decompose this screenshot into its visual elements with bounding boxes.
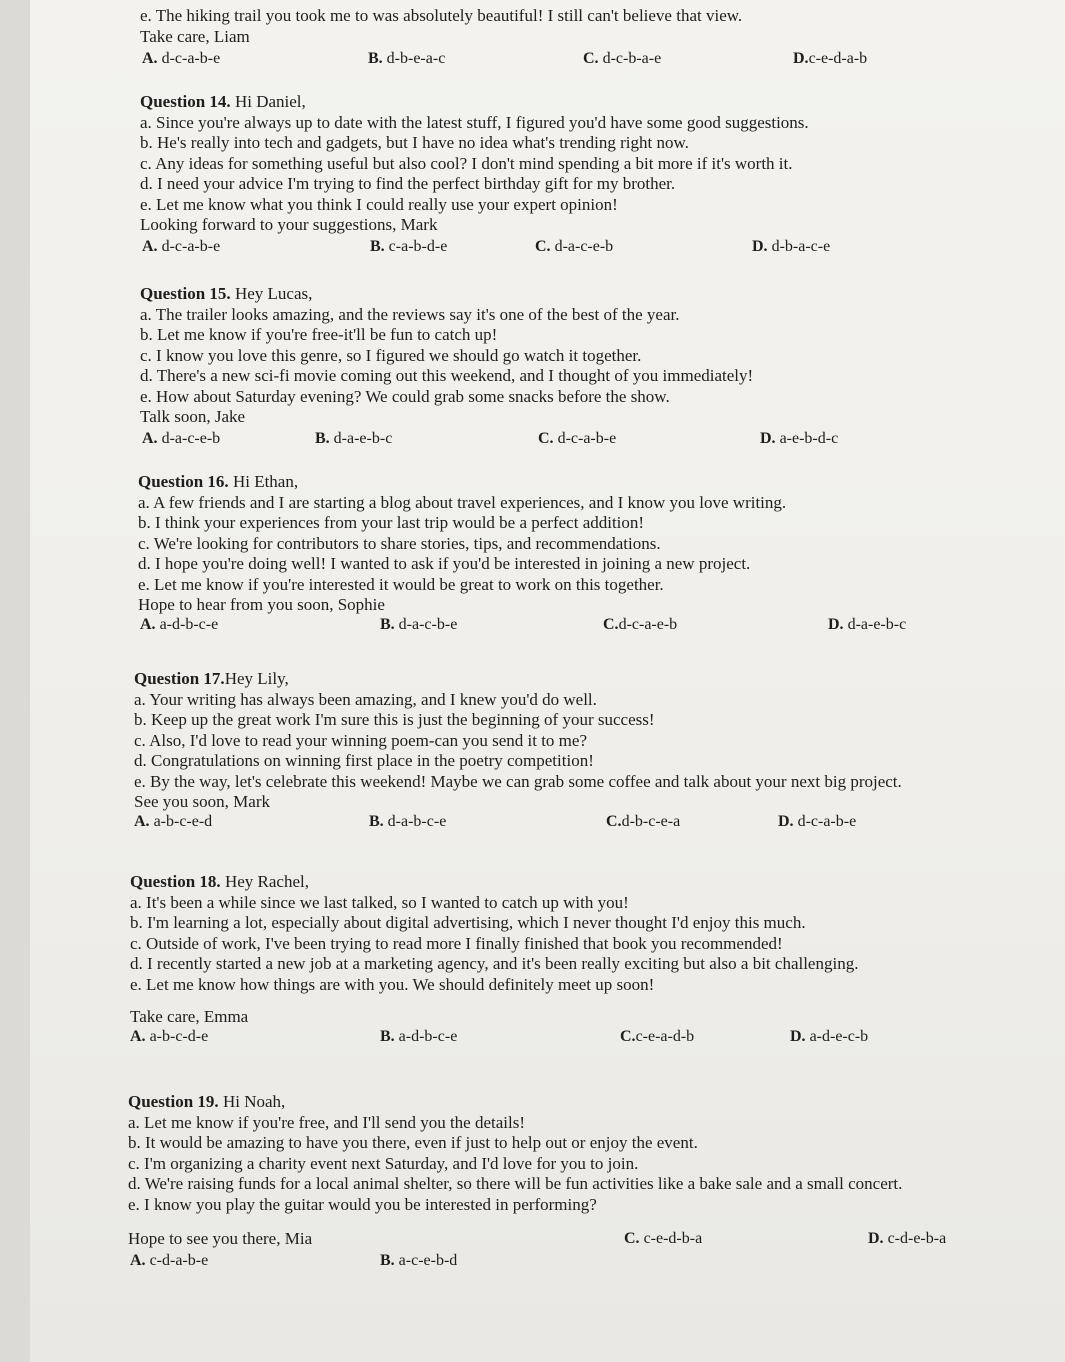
answer-options: [130, 1028, 1010, 1050]
question-16: [138, 472, 1018, 638]
option-letter: C.: [583, 50, 599, 67]
question-13-tail: [140, 6, 1020, 72]
sentence-b: b. Keep up the great work I'm sure this is just the beginning of your success!: [134, 710, 655, 729]
sentence-c: c. Outside of work, I've been trying to read more I finally finished that book you recommended!: [130, 933, 783, 953]
option-text: d-c-a-e-b: [618, 615, 678, 633]
sentence-a: a. The trailer looks amazing, and the reviews say it's one of the best of the year.: [140, 304, 680, 324]
option-letter: A.: [130, 1027, 146, 1045]
greeting: Hi Noah,: [222, 1092, 286, 1111]
option-c[interactable]: [538, 430, 616, 448]
sentence-e: e. Let me know what you think I could really use your expert opinion!: [140, 194, 618, 214]
greeting: Hey Lucas,: [234, 284, 313, 303]
option-text: c-d-a-b-e: [149, 1251, 209, 1269]
option-c[interactable]: [535, 238, 613, 256]
letter-closing: Looking forward to your suggestions, Mark: [140, 215, 438, 234]
option-c[interactable]: [583, 50, 661, 68]
option-text: d-a-c-e-b: [554, 237, 614, 255]
sentence-d: d. I need your advice I'm trying to find the perfect birthday gift for my brother.: [140, 174, 676, 193]
option-c[interactable]: [624, 1230, 702, 1248]
option-text: d-b-c-e-a: [621, 812, 681, 830]
option-text: d-a-b-c-e: [387, 812, 447, 830]
option-text: a-d-b-c-e: [159, 615, 219, 633]
question-label: Question 16.: [138, 472, 229, 491]
option-text: d-b-a-c-e: [771, 237, 831, 255]
letter-closing: Take care, Emma: [130, 1007, 249, 1026]
letter-closing: Hope to see you there, Mia: [128, 1229, 313, 1248]
option-text: c-e-a-d-b: [635, 1027, 695, 1045]
option-text: d-c-a-b-e: [557, 429, 617, 447]
option-letter: C.: [624, 1229, 640, 1247]
answer-options: [140, 238, 1020, 260]
option-text: a-c-e-b-d: [398, 1251, 458, 1269]
option-text: a-d-e-c-b: [809, 1027, 869, 1045]
option-letter: B.: [315, 429, 330, 447]
option-letter: D.: [868, 1229, 884, 1247]
option-letter: A.: [134, 812, 150, 830]
option-letter: D.: [752, 237, 768, 255]
option-letter: B.: [380, 1027, 395, 1045]
option-d[interactable]: [790, 1028, 868, 1046]
sentence-c: c. I know you love this genre, so I figured we should go watch it together.: [140, 345, 642, 365]
greeting: Hi Daniel,: [234, 92, 306, 111]
option-letter: C.: [535, 237, 551, 255]
sentence-e: e. By the way, let's celebrate this weekend! Maybe we can grab some coffee and talk about your next big project.: [134, 771, 902, 791]
option-letter: B.: [380, 1251, 395, 1269]
option-text: a-b-c-e-d: [153, 812, 213, 830]
question-label: Question 14.: [140, 92, 231, 111]
option-text: c-e-d-b-a: [643, 1229, 703, 1247]
sentence-b: b. I think your experiences from your last trip would be a perfect addition!: [138, 513, 645, 532]
question-heading: [140, 284, 1020, 305]
option-b[interactable]: [380, 1252, 457, 1270]
option-letter: C.: [606, 812, 622, 830]
greeting: Hey Lily,: [224, 669, 289, 688]
option-a[interactable]: [130, 1028, 208, 1046]
option-d[interactable]: [778, 813, 856, 831]
option-b[interactable]: [380, 616, 457, 634]
sentence-d: d. I hope you're doing well! I wanted to ask if you'd be interested in joining a new project.: [138, 554, 751, 573]
sentence-e: e. I know you play the guitar would you be interested in performing?: [128, 1194, 597, 1214]
option-letter: D.: [828, 615, 844, 633]
sentence-d: d. Congratulations on winning first place in the poetry competition!: [134, 751, 594, 770]
answer-options: [134, 813, 1014, 835]
question-label: Question 15.: [140, 284, 231, 303]
question-label: Question 17.: [134, 669, 225, 688]
sentence-e: e. The hiking trail you took me to was absolutely beautiful! I still can't believe that view.: [140, 6, 743, 25]
option-text: d-c-b-a-e: [602, 50, 662, 67]
option-letter: A.: [130, 1251, 146, 1269]
sentence-c: c. Also, I'd love to read your winning poem-can you send it to me?: [134, 730, 587, 750]
option-letter: A.: [140, 615, 156, 633]
option-text: d-c-a-b-e: [161, 237, 221, 255]
option-c[interactable]: [620, 1028, 694, 1046]
question-label: Question 19.: [128, 1092, 219, 1111]
greeting: Hi Ethan,: [232, 472, 299, 491]
option-d[interactable]: [793, 50, 867, 68]
option-d[interactable]: [760, 430, 838, 448]
question-19: [128, 1092, 1008, 1274]
option-text: d-c-a-b-e: [797, 812, 857, 830]
letter-closing: Talk soon, Jake: [140, 407, 246, 426]
sentence-c: c. Any ideas for something useful but also cool? I don't mind spending a bit more if it's worth it.: [140, 153, 793, 173]
sentence-a: a. Let me know if you're free, and I'll send you the details!: [128, 1112, 525, 1132]
sentence-a: a. It's been a while since we last talked, so I wanted to catch up with you!: [130, 892, 629, 912]
greeting: Hey Rachel,: [224, 872, 309, 891]
sentence-a: a. A few friends and I are starting a blog about travel experiences, and I know you love writing.: [138, 492, 787, 512]
sentence-b: b. I'm learning a lot, especially about digital advertising, which I never thought I'd enjoy this much.: [130, 913, 806, 932]
option-a[interactable]: [130, 1252, 208, 1270]
letter-closing: Take care, Liam: [140, 26, 250, 46]
letter-closing: Hope to hear from you soon, Sophie: [138, 595, 385, 614]
letter-closing: See you soon, Mark: [134, 792, 270, 811]
option-text: d-a-c-b-e: [398, 615, 458, 633]
option-text: d-a-e-b-c: [333, 429, 393, 447]
option-letter: A.: [142, 429, 158, 447]
option-a[interactable]: [142, 238, 220, 256]
sentence-d: d. We're raising funds for a local animal shelter, so there will be fun activities like a bake sale and a small concert.: [128, 1174, 903, 1193]
option-d[interactable]: [868, 1230, 946, 1248]
option-b[interactable]: [315, 430, 392, 448]
option-text: c-a-b-d-e: [388, 237, 448, 255]
question-17: [134, 669, 1014, 835]
option-letter: D.: [778, 812, 794, 830]
question-heading: [138, 472, 1018, 493]
option-d[interactable]: [752, 238, 830, 256]
option-letter: D.: [793, 50, 809, 67]
option-text: a-d-b-c-e: [398, 1027, 458, 1045]
sentence-c: c. We're looking for contributors to share stories, tips, and recommendations.: [138, 533, 661, 553]
option-letter: B.: [380, 615, 395, 633]
sentence-d: d. There's a new sci-fi movie coming out this weekend, and I thought of you immediately!: [140, 366, 754, 385]
sentence-b: b. He's really into tech and gadgets, but I have no idea what's trending right now.: [140, 133, 689, 152]
question-18: [130, 872, 1010, 1050]
option-text: c-d-e-b-a: [887, 1229, 947, 1247]
question-heading: [140, 92, 1020, 113]
option-text: a-b-c-d-e: [149, 1027, 209, 1045]
option-b[interactable]: [370, 238, 447, 256]
answer-options: [140, 430, 1020, 452]
option-c[interactable]: [603, 616, 677, 634]
sentence-a: a. Your writing has always been amazing, and I knew you'd do well.: [134, 689, 597, 709]
sentence-e: e. Let me know if you're interested it would be great to work on this together.: [138, 574, 664, 594]
sentence-d: d. I recently started a new job at a marketing agency, and it's been really exciting but also a bit challenging.: [130, 954, 859, 973]
sentence-b: b. Let me know if you're free-it'll be fun to catch up!: [140, 325, 498, 344]
answer-options: [138, 616, 1018, 638]
option-text: c-e-d-a-b: [808, 50, 868, 67]
option-d[interactable]: [828, 616, 906, 634]
option-letter: B.: [369, 812, 384, 830]
question-heading: [128, 1092, 1008, 1113]
option-letter: B.: [370, 237, 385, 255]
option-text: a-e-b-d-c: [779, 429, 839, 447]
option-letter: A.: [142, 237, 158, 255]
option-letter: B.: [368, 50, 383, 67]
answer-options: [140, 50, 1020, 72]
option-letter: C.: [620, 1027, 636, 1045]
sentence-a: a. Since you're always up to date with the latest stuff, I figured you'd have some good suggestions.: [140, 112, 809, 132]
option-c[interactable]: [606, 813, 680, 831]
option-a[interactable]: [140, 616, 218, 634]
option-a[interactable]: [134, 813, 212, 831]
option-b[interactable]: [380, 1028, 457, 1046]
option-text: d-c-a-b-e: [161, 50, 221, 67]
question-14: [140, 92, 1020, 260]
option-text: d-a-e-b-c: [847, 615, 907, 633]
option-letter: C.: [603, 615, 619, 633]
option-text: d-b-e-a-c: [386, 50, 446, 67]
option-letter: D.: [790, 1027, 806, 1045]
question-heading: [134, 669, 1014, 690]
sentence-e: e. Let me know how things are with you. We should definitely meet up soon!: [130, 974, 655, 994]
option-b[interactable]: [368, 50, 445, 68]
sentence-c: c. I'm organizing a charity event next Saturday, and I'd love for you to join.: [128, 1153, 639, 1173]
option-a[interactable]: [142, 50, 220, 68]
question-heading: [130, 872, 1010, 893]
question-15: [140, 284, 1020, 452]
question-label: Question 18.: [130, 872, 221, 891]
option-text: d-a-c-e-b: [161, 429, 221, 447]
option-letter: C.: [538, 429, 554, 447]
sentence-b: b. It would be amazing to have you there, even if just to help out or enjoy the event.: [128, 1133, 698, 1152]
option-letter: D.: [760, 429, 776, 447]
option-letter: A.: [142, 50, 158, 67]
sentence-e: e. How about Saturday evening? We could grab some snacks before the show.: [140, 386, 670, 406]
option-b[interactable]: [369, 813, 446, 831]
option-a[interactable]: [142, 430, 220, 448]
